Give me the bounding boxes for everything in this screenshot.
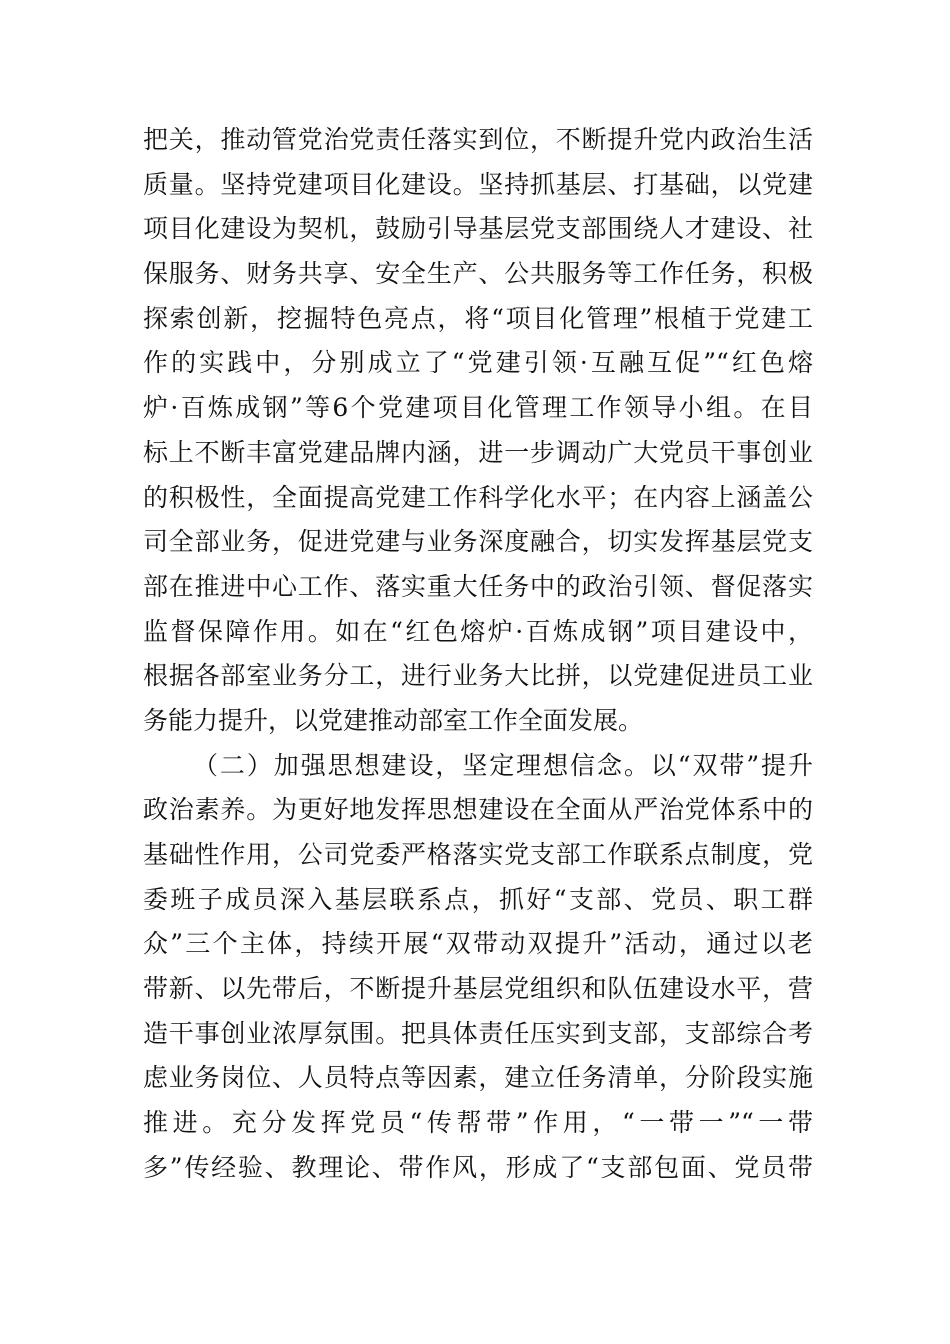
text-line: 标上不断丰富党建品牌内涵，进一步调动广大党员干事创业 — [143, 437, 813, 467]
text-line: 推进。充分发挥党员“传帮带”作用，“一带一”“一带 — [143, 1108, 813, 1138]
text-line: 众”三个主体，持续开展“双带动双提升”活动，通过以老 — [143, 929, 813, 959]
body-text — [143, 118, 813, 1191]
text-line: 政治素养。为更好地发挥思想建设在全面从严治党体系中的 — [143, 795, 813, 825]
text-line: 务能力提升，以党建推动部室工作全面发展。 — [143, 705, 644, 735]
text-line: 委班子成员深入基层联系点，抓好“支部、党员、职工群 — [143, 884, 813, 914]
text-line: 炉·百炼成钢”等6个党建项目化管理工作领导小组。在目 — [143, 393, 813, 423]
text-line: 项目化建设为契机，鼓励引导基层党支部围绕人才建设、社 — [143, 214, 813, 244]
text-line: 根据各部室业务分工，进行业务大比拼，以党建促进员工业 — [143, 661, 813, 691]
text-line: 多”传经验、教理论、带作风，形成了“支部包面、党员带 — [143, 1152, 813, 1182]
text-line: 造干事创业浓厚氛围。把具体责任压实到支部，支部综合考 — [143, 1018, 813, 1048]
text-line: 司全部业务，促进党建与业务深度融合，切实发挥基层党支 — [143, 527, 813, 557]
text-line: 带新、以先带后，不断提升基层党组织和队伍建设水平，营 — [143, 974, 813, 1004]
text-line: 探索创新，挖掘特色亮点，将“项目化管理”根植于党建工 — [143, 303, 813, 333]
text-line: 把关，推动管党治党责任落实到位，不断提升党内政治生活 — [143, 125, 813, 154]
text-line: 作的实践中，分别成立了“党建引领·互融互促”“红色熔 — [143, 348, 813, 378]
text-line: 质量。坚持党建项目化建设。坚持抓基层、打基础，以党建 — [143, 169, 813, 199]
text-line: 部在推进中心工作、落实重大任务中的政治引领、督促落实 — [143, 571, 813, 601]
text-line: 监督保障作用。如在“红色熔炉·百炼成钢”项目建设中， — [143, 616, 813, 646]
section-heading-line: （二）加强思想建设，坚定理想信念。以“双带”提升 — [193, 750, 813, 780]
text-line: 虑业务岗位、人员特点等因素，建立任务清单，分阶段实施 — [143, 1063, 813, 1093]
text-line: 保服务、财务共享、安全生产、公共服务等工作任务，积极 — [143, 259, 813, 289]
text-line: 基础性作用，公司党委严格落实党支部工作联系点制度，党 — [143, 840, 813, 869]
text-line: 的积极性，全面提高党建工作科学化水平；在内容上涵盖公 — [143, 482, 813, 512]
